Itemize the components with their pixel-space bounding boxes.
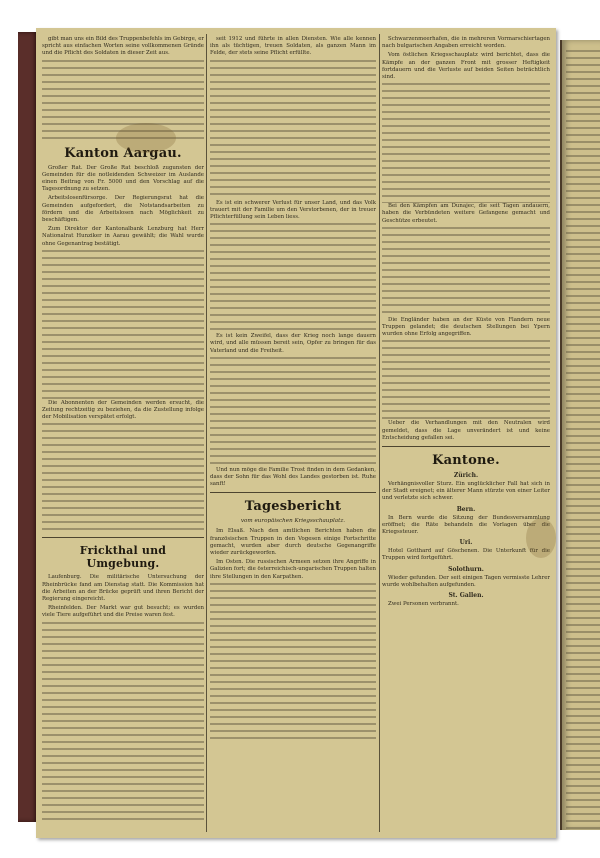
book-spine bbox=[18, 32, 38, 822]
newspaper-page bbox=[36, 28, 556, 838]
column-middle bbox=[210, 36, 376, 830]
article-text: gibt man uns ein Bild des Truppenbefehls im Gebirge, er spricht aus einfachen Worten seine vollkommenen Gründe und die Pflicht des Soldaten in dieser Zeit aus. bbox=[42, 36, 204, 57]
article-text: seit 1912 und führte in allen Diensten. Wie alle kennen ihn als tüchtigen, treuen Soldaten, als ganzen Mann im Felde, der stets seine Pflicht erfüllte. bbox=[210, 36, 376, 57]
article-text: Hotel Gotthard auf Göschenen. Die Unterkunft für die Truppen wird fortgeführt. bbox=[382, 548, 550, 562]
article-text: Im Osten. Die russischen Armeen setzen ihre Angriffe in Galizien fort; die österreichisch-ungarischen Truppen halten ihre Stellungen in den Karpathen. bbox=[210, 559, 376, 580]
text-block bbox=[382, 227, 550, 317]
article-text: Arbeitslosenfürsorge. Der Regierungsrat hat die Gemeinden aufgefordert, die Notstandsarbeiten zu fördern und die Arbeitslosen nach Möglichkeit zu beschäftigen. bbox=[42, 195, 204, 224]
article-text: Wieder gefunden. Der seit einigen Tagen vermisste Lehrer wurde wohlbehalten aufgefunden. bbox=[382, 574, 550, 588]
article-text: Bei den Kämpfen am Dunajec, die seit Tagen andauern, haben die Verbündeten weitere Gefangene gemacht und Geschütze erbeutet. bbox=[382, 203, 550, 224]
column-left bbox=[42, 36, 204, 830]
article-text: Es ist kein Zweifel, dass der Krieg noch lange dauern wird, und alle müssen bereit sein, Opfer zu bringen für das Vaterland und die Freiheit. bbox=[210, 333, 376, 354]
text-block bbox=[42, 622, 204, 822]
text-block bbox=[382, 340, 550, 420]
article-text: Die Abonnenten der Gemeinden werden ersucht, die Zeitung rechtzeitig zu beziehen, da die Zustellung infolge der Mobilisation verspätet erfolgt. bbox=[42, 399, 204, 421]
canton-heading: St. Gallen. bbox=[448, 592, 484, 600]
adjacent-page-edge bbox=[560, 40, 600, 830]
paper-stain bbox=[526, 518, 556, 558]
section-heading: Kantone. bbox=[432, 453, 500, 469]
article-text: Zwei Personen verbrannt. bbox=[388, 601, 459, 608]
paper-stain bbox=[116, 123, 176, 153]
article-text: In Bern wurde die Sitzung der Bundesversammlung eröffnet; die Räte behandeln die Vorlagen über die Kriegssteuer. bbox=[382, 514, 550, 536]
article-text: Im Elsaß. Nach den amtlichen Berichten haben die französischen Truppen in den Vogesen einige Fortschritte gemacht, wurden aber durch deutsche Gegenangriffe wieder zurückgeworfen. bbox=[210, 528, 376, 557]
column-rule bbox=[206, 34, 207, 832]
article-text: Zum Direktor der Kantonalbank Lenzburg hat Herr Nationalrat Hunziker in Aarau gewählt; die Wahl wurde ohne Gegenantrag bestätigt. bbox=[42, 226, 204, 247]
article-text: Vom östlichen Kriegsschauplatz wird berichtet, dass die Kämpfe an der ganzen Front mit grosser Heftigkeit fortdauern und die Verluste auf beiden Seiten beträchtlich sind. bbox=[382, 52, 550, 81]
text-block bbox=[210, 583, 376, 743]
canton-heading: Uri. bbox=[459, 539, 473, 547]
divider bbox=[210, 492, 376, 493]
text-block bbox=[210, 223, 376, 333]
text-block bbox=[566, 50, 600, 830]
section-heading: Tagesbericht bbox=[244, 499, 342, 515]
text-block bbox=[382, 83, 550, 203]
text-block bbox=[210, 357, 376, 467]
article-text: Es ist ein schwerer Verlust für unser Land, und das Volk trauert mit der Familie um den Verstorbenen, der in treuer Pflichterfüllung sein Leben liess. bbox=[210, 199, 376, 221]
text-block bbox=[42, 423, 204, 533]
article-text: Laufenburg. Die militärische Untersuchung der Rheinbrücke fand am Dienstag statt. Die Kommission hat die Arbeiten an der Brücke geprüft und ihren Bericht der Regierung eingereicht. bbox=[42, 574, 204, 603]
article-text: Großer Rat. Der Große Rat beschloß zugunsten der Gemeinden für die notleidenden Schweizer im Auslande einen Beitrag von Fr. 5000 und den Vorschlag auf die Tagesordnung zu setzen. bbox=[42, 164, 204, 193]
section-heading: Frickthal und Umgebung. bbox=[79, 544, 167, 571]
article-text: Rheinfelden. Der Markt war gut besucht; es wurden viele Tiere aufgeführt und die Preise waren fest. bbox=[42, 605, 204, 619]
canton-heading: Bern. bbox=[456, 505, 476, 513]
canton-heading: Solothurn. bbox=[448, 565, 484, 573]
section-heading: Kanton Aargau. bbox=[64, 145, 182, 161]
canton-heading: Zürich. bbox=[453, 472, 479, 480]
article-text: Die Engländer haben an der Küste von Flandern neue Truppen gelandet; die deutschen Stellungen bei Ypern wurden ohne Erfolg angegriffen. bbox=[382, 316, 550, 338]
divider bbox=[382, 446, 550, 447]
section-subheading: vom europäischen Kriegsschauplatz. bbox=[240, 518, 346, 525]
article-text: Verhängnisvoller Sturz. Ein unglücklicher Fall hat sich in der Stadt ereignet; ein älterer Mann stürzte von einer Leiter und verletzte sich schwer. bbox=[382, 481, 550, 502]
article-text: Ueber die Verhandlungen mit den Neutralen wird gemeldet, dass die Lage unverändert ist und keine Entscheidung gefallen sei. bbox=[382, 420, 550, 441]
article-text: Und nun möge die Familie Trost finden in dem Gedanken, dass der Sohn für das Wohl des Landes gestorben ist. Ruhe sanft! bbox=[210, 466, 376, 488]
column-right bbox=[382, 36, 550, 830]
text-block bbox=[42, 250, 204, 400]
article-text: Schwarzenmeerhafen, die in mehreren Vormarschiertagen nach bulgarischen Angaben erreicht worden. bbox=[382, 36, 550, 50]
column-rule bbox=[379, 34, 380, 832]
text-block bbox=[210, 60, 376, 200]
divider bbox=[42, 537, 204, 538]
